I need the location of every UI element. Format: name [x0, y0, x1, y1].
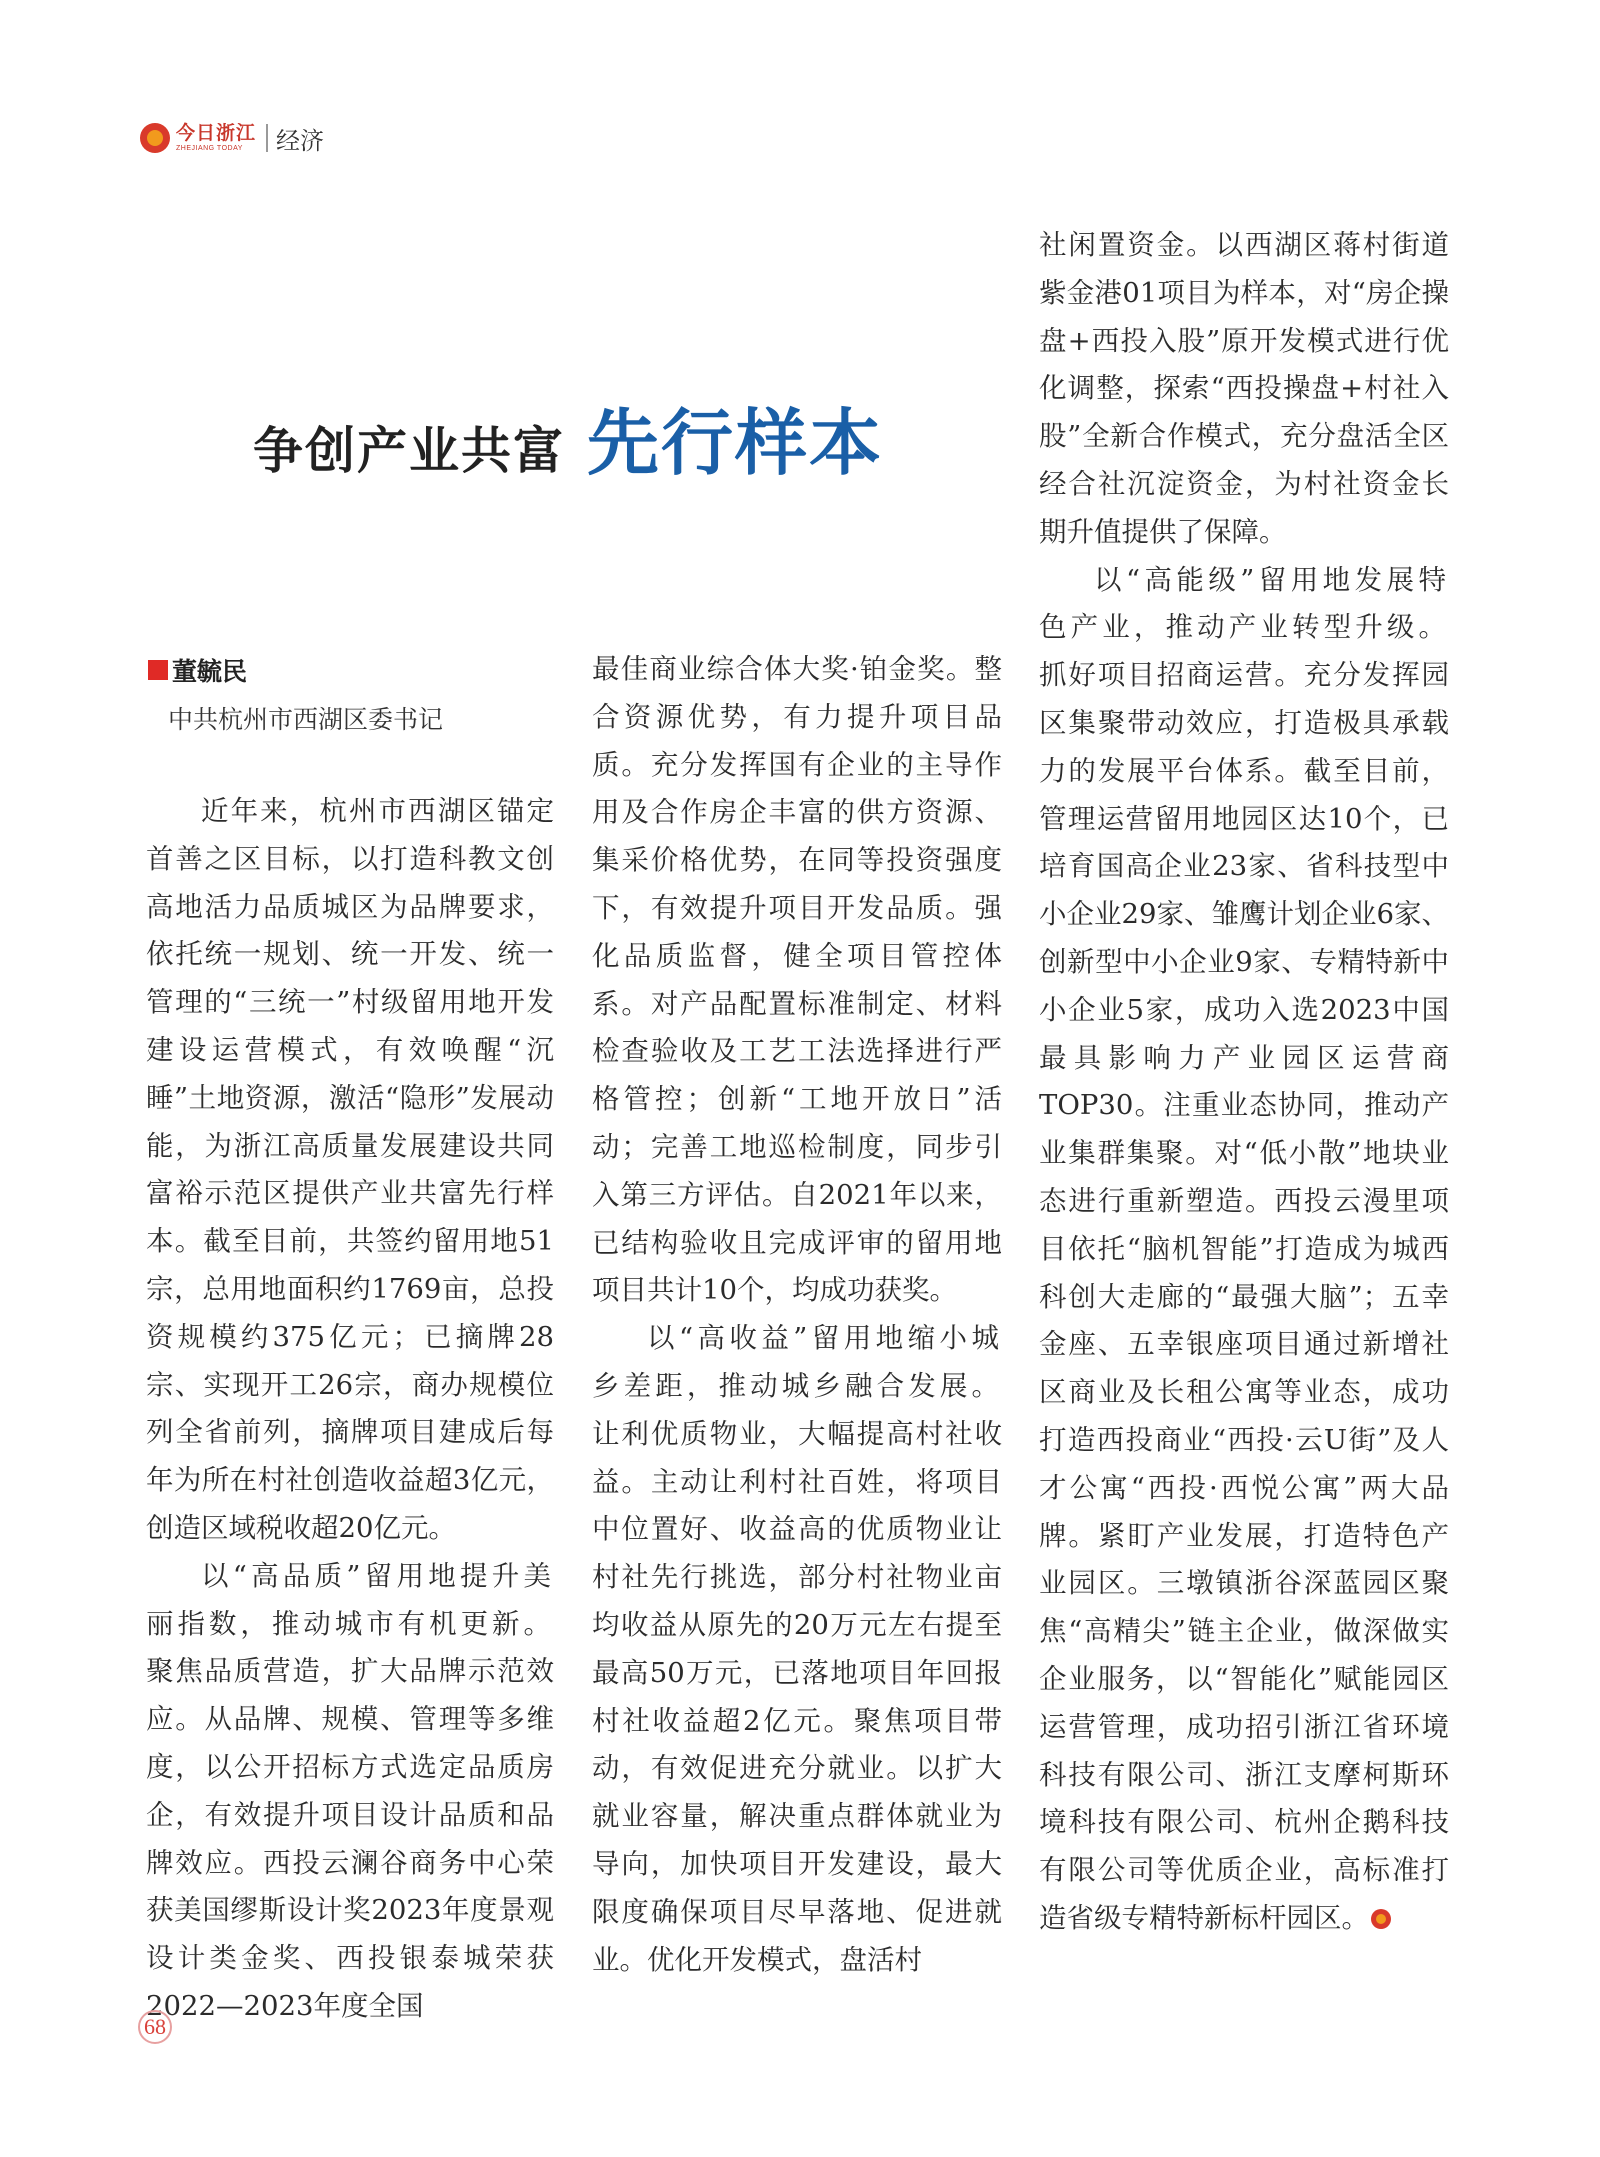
article-column-3 [1039, 222, 1449, 1943]
paragraph [1039, 557, 1449, 1943]
paragraph [592, 1315, 1002, 1984]
title-highlight: 先行样本 [587, 401, 884, 485]
author-name [148, 652, 247, 688]
lead-sentence: 以“高品质”留用地提升美丽指数，推动城市有机更新。 [146, 1559, 554, 1640]
magazine-header [140, 118, 324, 158]
paragraph-body: 抓好项目招商运营。充分发挥园区集聚带动效应，打造极具承载力的发展平台体系。截至目前，管理运营留用地园区达10个，已培育国高企业23家、省科技型中小企业29家、雏鹰计划企业6家、创新型中小企业9家、专精特新中小企业5家，成功入选2023中国最具影响力产业园区运营商TOP30。注重业态协同，推动产业集群集聚。对“低小散”地块业态进行重新塑造。西投云漫里项目依托“脑机智能”打造成为城西科创大走廊的“最强大脑”；五幸金座、五幸银座项目通过新增社区商业及长租公寓等业态，成功打造西投商业“西投·云U街”及人才公寓“西投·西悦公寓”两大品牌。紧盯产业发展，打造特色产业园区。三墩镇浙谷深蓝园区聚焦“高精尖”链主企业，做深做实企业服务，以“智能化”赋能园区运营管理，成功招引浙江省环境科技有限公司、浙江支摩柯斯环境科技有限公司、杭州企鹅科技有限公司等优质企业，高标准打造省级专精特新标杆园区。 [1039, 659, 1449, 1934]
lead-sentence: 以“高能级”留用地发展特色产业，推动产业转型升级。 [1039, 563, 1449, 644]
page-number: 68 [138, 2010, 172, 2044]
section-label: 经济 [276, 126, 325, 155]
paragraph-body: 让利优质物业，大幅提高村社收益。主动让利村社百姓，将项目中位置好、收益高的优质物业让村社先行挑选，部分村社物业亩均收益从原先的20万元左右提至最高50万元，已落地项目年回报村社收益超2亿元。聚焦项目带动，有效促进充分就业。以扩大就业容量，解决重点群体就业为导向，加快项目开发建设，最大限度确保项目尽早落地、促进就业。优化开发模式，盘活村 [592, 1417, 1002, 1976]
author-position: 中共杭州市西湖区委书记 [168, 705, 444, 734]
paragraph: 最佳商业综合体大奖·铂金奖。整合资源优势，有力提升项目品质。充分发挥国有企业的主导作用及合作房企丰富的供方资源、集采价格优势，在同等投资强度下，有效提升项目开发品质。强化品质监督，健全项目管控体系。对产品配置标准制定、材料检查验收及工艺工法选择进行严格管控；创新“工地开放日”活动；完善工地巡检制度，同步引入第三方评估。自2021年以来，已结构验收且完成评审的留用地项目共计10个，均成功获奖。 [592, 653, 1002, 1307]
logo-subtitle: ZHEJIANG TODAY [176, 145, 243, 152]
paragraph: 社闲置资金。以西湖区蒋村街道紫金港01项目为样本，对“房企操盘+西投入股”原开发模式进行优化调整，探索“西投操盘+村社入股”全新合作模式，充分盘活全区经合社沉淀资金，为村社资金长期升值提供了保障。 [1039, 229, 1449, 548]
logo-swirl-icon [140, 123, 170, 153]
paragraph-body: 聚焦品质营造，扩大品牌示范效应。从品牌、规模、管理等多维度，以公开招标方式选定品质房企，有效提升项目设计品质和品牌效应。西投云澜谷商务中心荣获美国缪斯设计奖2023年度景观设计类金奖、西投银泰城荣获2022—2023年度全国 [146, 1655, 554, 2022]
end-mark-icon [1371, 1909, 1391, 1929]
article-title [253, 385, 883, 489]
article-column-2 [592, 646, 1002, 1984]
author-square-icon [148, 660, 168, 680]
article-column-1 [146, 788, 554, 2031]
lead-sentence: 以“高收益”留用地缩小城乡差距，推动城乡融合发展。 [592, 1322, 1002, 1402]
paragraph [146, 1553, 554, 2031]
magazine-logo [140, 123, 256, 153]
author-name-text: 董毓民 [172, 657, 248, 686]
header-divider [266, 124, 268, 152]
paragraph: 近年来，杭州市西湖区锚定首善之区目标，以打造科教文创高地活力品质城区为品牌要求，依托统一规划、统一开发、统一管理的“三统一”村级留用地开发建设运营模式，有效唤醒“沉睡”土地资源，激活“隐形”发展动能，为浙江高质量发展建设共同富裕示范区提供产业共富先行样本。截至目前，共签约留用地51宗，总用地面积约1769亩，总投资规模约375亿元；已摘牌28宗、实现开工26宗，商办规模位列全省前列，摘牌项目建成后每年为所在村社创造收益超3亿元，创造区域税收超20亿元。 [146, 795, 554, 1544]
title-main: 争创产业共富 [253, 421, 565, 480]
logo-title: 今日浙江 [176, 122, 257, 144]
